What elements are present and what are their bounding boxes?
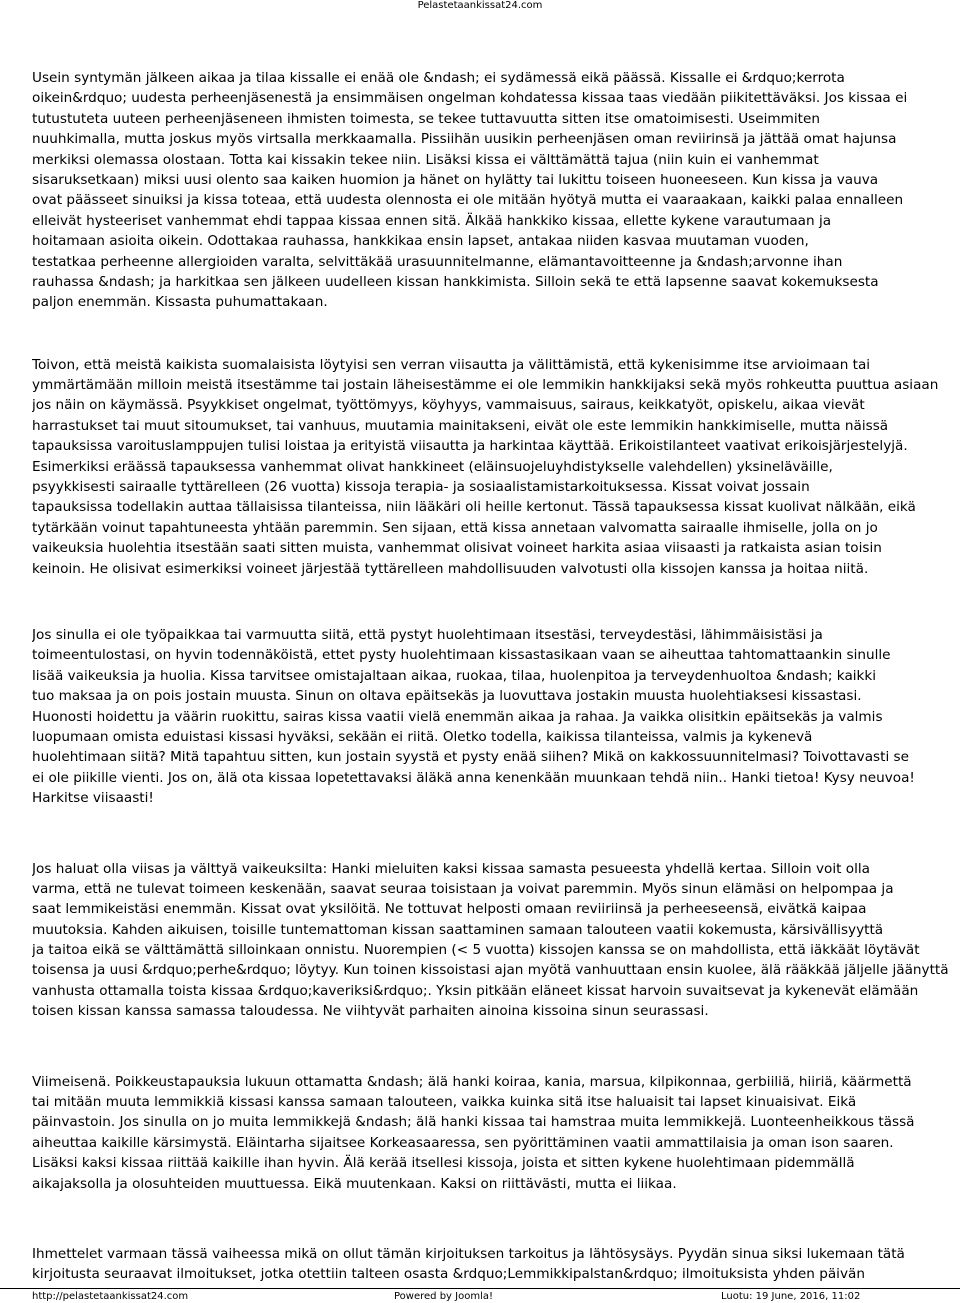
text-line: toisen kissan kanssa samassa taloudessa. Ne viihtyvät parhaiten ainoina kissoina sinun seurassasi.: [32, 1003, 709, 1020]
footer-created: Luotu: 19 June, 2016, 11:02: [721, 1291, 861, 1302]
text-line: oikein&rdquo; uudesta perheenjäsenestä ja ensimmäisen ongelman kohdatessa kissaa taas viedään piikitettäväksi. Jos kissaa ei: [32, 90, 908, 107]
text-line: toimeentulostasi, on hyvin todennäköistä, ettet pysty huolehtimaan kissastasikaan vaan se aiheuttaa tahtomattaankin sinulle: [32, 647, 891, 664]
text-line: päinvastoin. Jos sinulla on jo muita lemmikkejä &ndash; älä hanki kissaa tai hamstraa muita lemmikkejä. Luonteenheikkous tässä: [32, 1114, 915, 1131]
text-line: ymmärtämään milloin meistä itsestämme tai jostain läheisestämme ei ole lemmikin hankkijaksi sekä myös rohkeutta puuttua asiaan: [32, 377, 939, 394]
text-line: saat lemmikeistäsi enemmän. Kissat ovat yksilöitä. Ne tottuvat helposti omaan reviiriinsä ja perheeseensä, eivätkä kaipaa: [32, 901, 867, 918]
text-line: jos näin on käymässä. Psyykkiset ongelmat, työttömyys, köyhyys, vammaisuus, sairaus, keikkatyöt, opiskelu, aikaa vievät: [32, 397, 865, 414]
text-line: Viimeisenä. Poikkeustapauksia lukuun ottamatta &ndash; älä hanki koiraa, kania, marsua, kilpikonnaa, gerbiiliä, hiiriä, käärmettä: [32, 1073, 912, 1090]
text-line: ei ole piikille vienti. Jos on, älä ota kissaa lopetettavaksi äläkä anna kenenkään muunkaan tehdä niin.. Hanki tietoa! Kysy neuvoa!: [32, 769, 915, 786]
paragraph-5: [32, 1072, 960, 1194]
text-line: tutustuteta uuteen perheenjäseneen ihmisten toimesta, se tekee tuttavuutta sitten itse omatoimisesti. Useimmiten: [32, 110, 820, 127]
text-line: Huonosti hoidettu ja väärin ruokittu, sairas kissa vaatii vielä enemmän aikaa ja rahaa. Ja vaikka olisitkin epäitsekäs ja valmis: [32, 708, 883, 725]
paragraph-1: [32, 68, 960, 313]
text-line: keinoin. He olisivat esimerkiksi voineet järjestää tyttärelleen mahdollisuuden valvotusti olla kissojen kanssa ja hoitaa niitä.: [32, 560, 869, 577]
text-line: paljon enemmän. Kissasta puhumattakaan.: [32, 294, 328, 311]
text-line: rauhassa &ndash; ja harkitkaa sen jälkeen uudelleen kissan hankkimista. Silloin sekä te että lapsenne saavat kokemuksesta: [32, 273, 879, 290]
text-line: Ihmettelet varmaan tässä vaiheessa mikä on ollut tämän kirjoituksen tarkoitus ja lähtösysäys. Pyydän sinua siksi lukemaan tätä: [32, 1245, 905, 1262]
text-line: tuo maksaa ja on pois jostain muusta. Sinun on oltava epäitsekäs ja luovuttava jostakin muusta huolehtiaksesi kissastasi.: [32, 688, 862, 705]
text-line: aiheuttaa kaikille kärsimystä. Eläintarha sijaitsee Korkeasaaressa, sen pyörittäminen vaatii ammattilaisia ja oman ison saaren.: [32, 1134, 894, 1151]
text-line: Jos sinulla ei ole työpaikkaa tai varmuutta siitä, että pystyt huolehtimaan itsestäsi, terveydestäsi, lähimmäisistäsi ja: [32, 626, 823, 643]
text-line: ja taitoa eikä se välttämättä silloinkaan onnistu. Nuorempien (< 5 vuotta) kissojen kanssa se on mahdollista, että iäkkäät löytävät: [32, 942, 920, 959]
text-line: tai mitään muuta lemmikkiä kissasi kanssa samaan talouteen, vaikka kuinka sitä itse haluaisit tai lapset kinuaisivat. Eikä: [32, 1094, 857, 1111]
page-footer: [0, 1288, 960, 1303]
text-line: huolehtimaan siitä? Mitä tapahtuu sitten, kun jostain syystä et pysty enää siihen? Mikä on kakkossuunnitelmasi? Toivottavasti se: [32, 749, 910, 766]
text-line: psyykkisesti sairaalle tyttärelleen (26 vuotta) kissoja terapia- ja sosiaalistamistarkoituksessa. Kissat voivat jossain: [32, 479, 810, 496]
text-line: toisensa ja uusi &rdquo;perhe&rdquo; löytyy. Kun toinen kissoistasi ajan myötä vanhuuttaan ensin kuolee, älä rääkkää jäljelle jäänyttä: [32, 962, 949, 979]
site-header: Pelastetaankissat24.com: [417, 0, 543, 11]
text-line: kirjoitusta seuraavat ilmoitukset, jotka otettiin talteen osasta &rdquo;Lemmikkipalstan&rdquo; ilmoituksista yhden päivän: [32, 1266, 865, 1283]
text-line: lisää vaikeuksia ja huolia. Kissa tarvitsee omistajaltaan aikaa, ruokaa, tilaa, huolenpitoa ja terveydenhuoltoa &ndash; kaikki: [32, 667, 877, 684]
paragraph-6: [32, 1244, 960, 1288]
text-line: sisaruksetkaan) miksi uusi olento saa kaiken huomion ja hänet on hylätty tai lukittu toiseen huoneeseen. Kun kissa ja vauva: [32, 171, 879, 188]
footer-powered[interactable]: Powered by Joomla!: [394, 1291, 493, 1302]
text-line: muutoksia. Kahden aikuisen, toisille tuntemattoman kissan saattaminen samaan talouteen vaatii kokemusta, kärsivällisyyttä: [32, 921, 884, 938]
paragraph-4: [32, 859, 960, 1022]
text-line: Esimerkiksi eräässä tapauksessa vanhemmat olivat hankkineet (eläinsuojeluyhdistykselle valehdellen) yksineläväille,: [32, 458, 833, 475]
text-line: Jos haluat olla viisas ja välttyä vaikeuksilta: Hanki mieluiten kaksi kissaa samasta pesueesta yhdellä kertaa. Silloin voit olla: [32, 860, 870, 877]
text-line: Lisäksi kaksi kissaa riittää kaikille ihan hyvin. Älä kerää itsellesi kissoja, joista et sitten kykene huolehtimaan pidemmällä: [32, 1155, 855, 1172]
text-line: vaikeuksia huolehtia itsestään saati sitten muista, vanhemmat olisivat voineet harkita asiaa viisaasti ja ratkaista asian toisin: [32, 540, 882, 557]
paragraph-3: [32, 625, 960, 809]
text-line: merkiksi olemassa olostaan. Totta kai kissakin tekee niin. Lisäksi kissa ei välttämättä tajua (niin kuin ei vanhemmat: [32, 151, 819, 168]
text-line: tapauksissa todellakin auttaa tällaisissa tilanteissa, niin lääkäri oli heille kertonut. Tässä tapauksessa kissat kuolivat nälkään, eikä: [32, 499, 916, 516]
text-line: Toivon, että meistä kaikista suomalaisista löytyisi sen verran viisautta ja välittämistä, että kykenisimme itse arvioimaan tai: [32, 356, 871, 373]
text-line: harrastukset tai muut sitoumukset, tai vanhuus, muutamia mainitakseni, eivät ole este lemmikin hankkimiselle, mutta näissä: [32, 417, 889, 434]
text-line: luopumaan omista eduistasi kissasi hyväksi, sekään ei riitä. Oletko todella, kaikissa tilanteissa, valmis ja kykenevä: [32, 728, 813, 745]
text-line: nuuhkimalla, mutta joskus myös virtsalla merkkaamalla. Pissiihän uusikin perheenjäsen oman reviirinsä ja jättää omat hajunsa: [32, 131, 897, 148]
text-line: tapauksissa varoituslamppujen tulisi loistaa ja erityistä viisautta ja harkintaa käyttää. Erikoistilanteet vaativat erikoisjärjestelyjä.: [32, 438, 908, 455]
text-line: aikajaksolla ja olosuhteiden muuttuessa. Eikä muutenkaan. Kaksi on riittävästi, mutta ei liikaa.: [32, 1175, 677, 1192]
text-line: tytärkään voinut tapahtuneesta yhtään paremmin. Sen sijaan, että kissa annetaan valvomatta sairaalle ihmiselle, jolla on jo: [32, 519, 878, 536]
text-line: varma, että ne tulevat toimeen keskenään, saavat seuraa toisistaan ja voivat paremmin. Myös sinun elämäsi on helpompaa ja: [32, 880, 894, 897]
article-body: [32, 68, 960, 1288]
text-line: Usein syntymän jälkeen aikaa ja tilaa kissalle ei enää ole &ndash; ei sydämessä eikä päässä. Kissalle ei &rdquo;kerrota: [32, 70, 845, 86]
footer-url[interactable]: http://pelastetaankissat24.com: [32, 1291, 189, 1302]
text-line: vanhusta ottamalla toista kissaa &rdquo;kaveriksi&rdquo;. Yksin pitkään eläneet kissat harvoin suvaitsevat ja kykenevät elämään: [32, 982, 919, 999]
text-line: ovat päässeet sinuiksi ja kissa toteaa, että uudesta olennosta ei ole mitään hyötyä mutta ei vaaraakaan, kaikki palaa ennalleen: [32, 192, 904, 209]
text-line: Harkitse viisaasti!: [32, 790, 154, 807]
paragraph-2: [32, 355, 960, 579]
text-line: hoitamaan asioita oikein. Odottakaa rauhassa, hankkikaa ensin lapset, antakaa niiden kasvaa muutaman vuoden,: [32, 233, 809, 250]
text-line: elleivät hysteeriset vanhemmat ehdi tappaa kissaa ennen sitä. Älkää hankkiko kissaa, ellette kykene varautumaan ja: [32, 212, 832, 229]
text-line: testatkaa perheenne allergioiden varalta, selvittäkää urasuunnitelmanne, elämantavoitteenne ja &ndash;arvonne ihan: [32, 253, 843, 270]
